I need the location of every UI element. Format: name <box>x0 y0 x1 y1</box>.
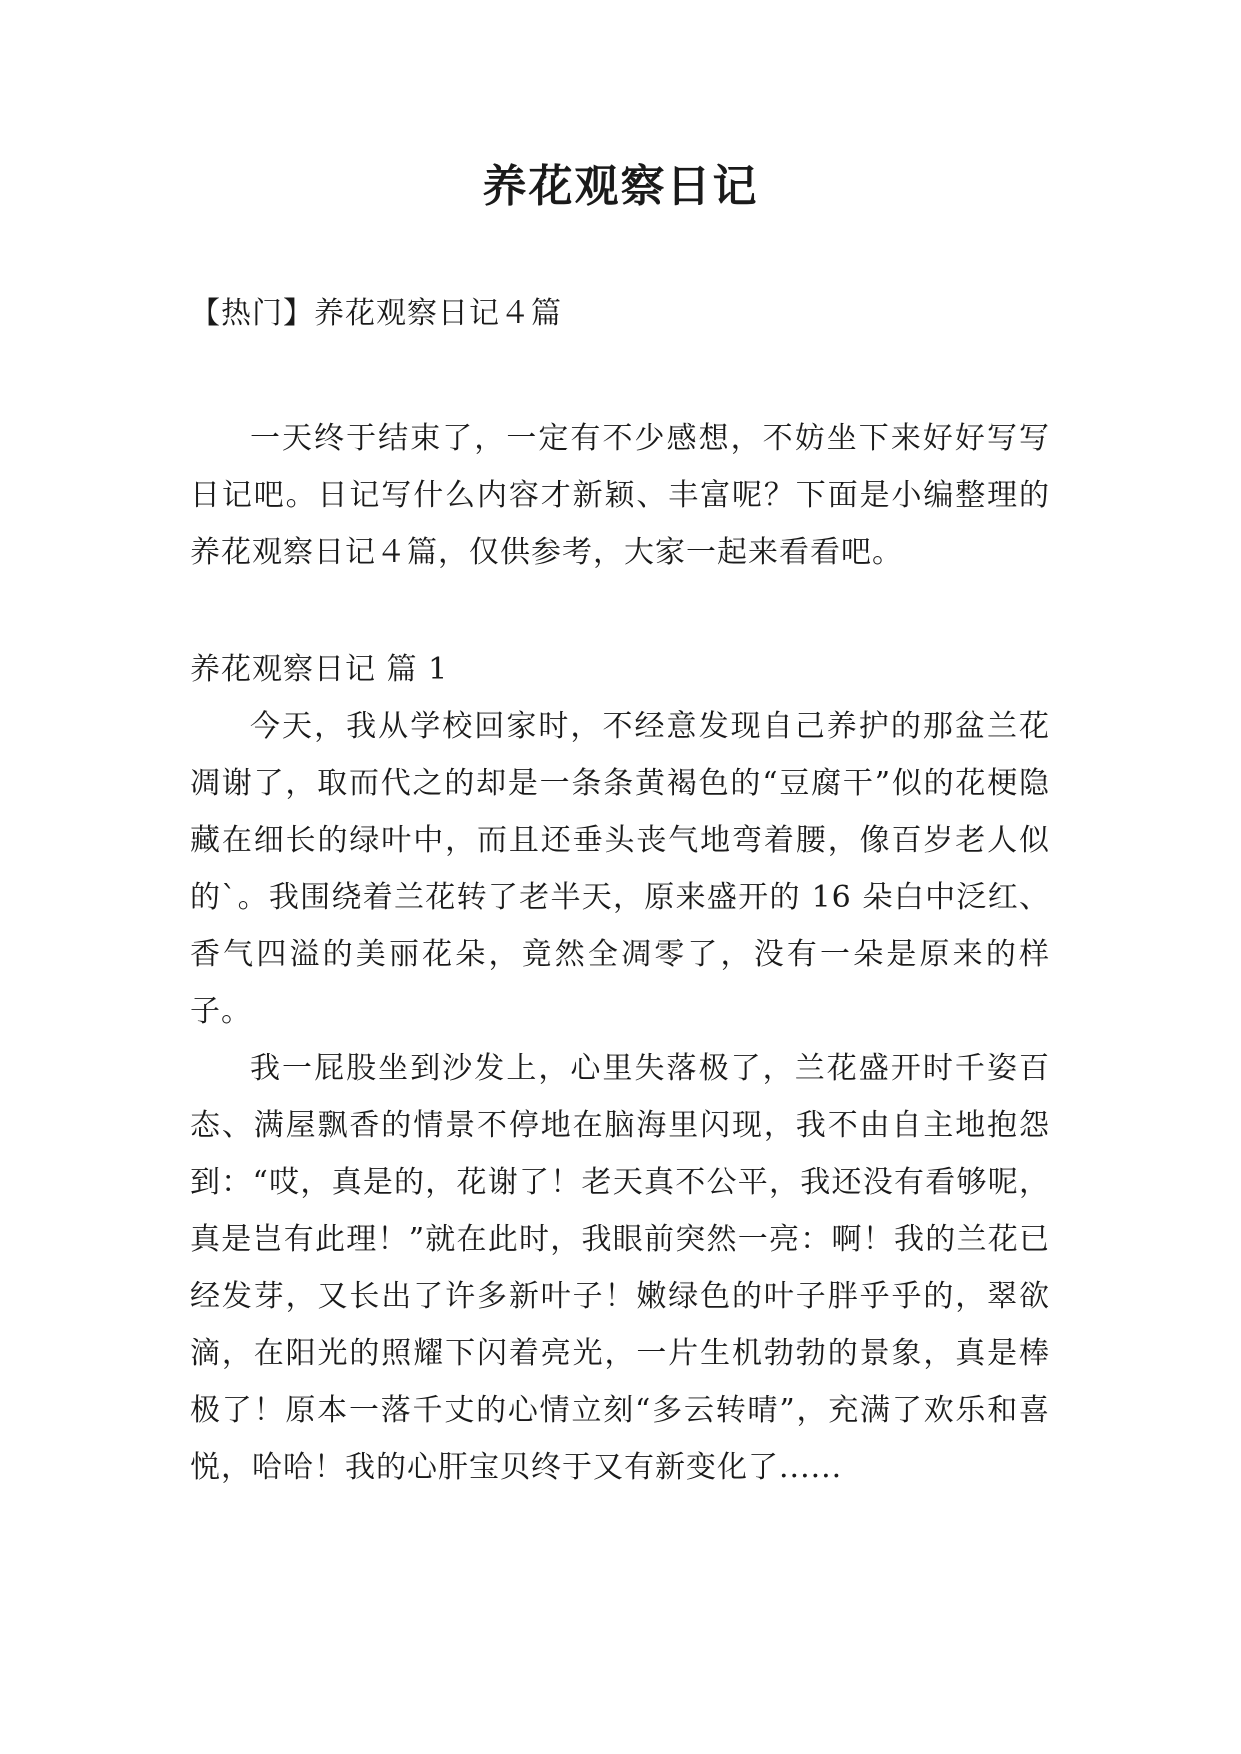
document-body <box>190 285 1050 1496</box>
body-paragraph: 我一屁股坐到沙发上，心里失落极了，兰花盛开时千姿百态、满屋飘香的情景不停地在脑海里闪现，我不由自主地抱怨到：“哎，真是的，花谢了！老天真不公平，我还没有看够呢，真是岂有此理！”就在此时，我眼前突然一亮：啊！我的兰花已经发芽，又长出了许多新叶子！嫩绿色的叶子胖乎乎的，翠欲滴，在阳光的照耀下闪着亮光，一片生机勃勃的景象，真是棒极了！原本一落千丈的心情立刻“多云转晴”，充满了欢乐和喜悦，哈哈！我的心肝宝贝终于又有新变化了...... <box>190 1051 1050 1485</box>
document-title: 养花观察日记 <box>482 161 759 212</box>
section-title: 养花观察日记 篇 1 <box>190 652 449 687</box>
document-subtitle: 【热门】养花观察日记４篇 <box>190 296 562 331</box>
body-paragraph: 今天，我从学校回家时，不经意发现自己养护的那盆兰花凋谢了，取而代之的却是一条条黄褐色的“豆腐干”似的花梗隐藏在细长的绿叶中，而且还垂头丧气地弯着腰，像百岁老人似的`。我围绕着兰花转了老半天，原来盛开的 16 朵白中泛红、香气四溢的美丽花朵，竟然全凋零了，没有一朵是原来的样子。 <box>190 709 1050 1029</box>
intro-paragraph: 一天终于结束了，一定有不少感想，不妨坐下来好好写写日记吧。日记写什么内容才新颖、丰富呢？下面是小编整理的养花观察日记４篇，仅供参考，大家一起来看看吧。 <box>190 421 1050 570</box>
